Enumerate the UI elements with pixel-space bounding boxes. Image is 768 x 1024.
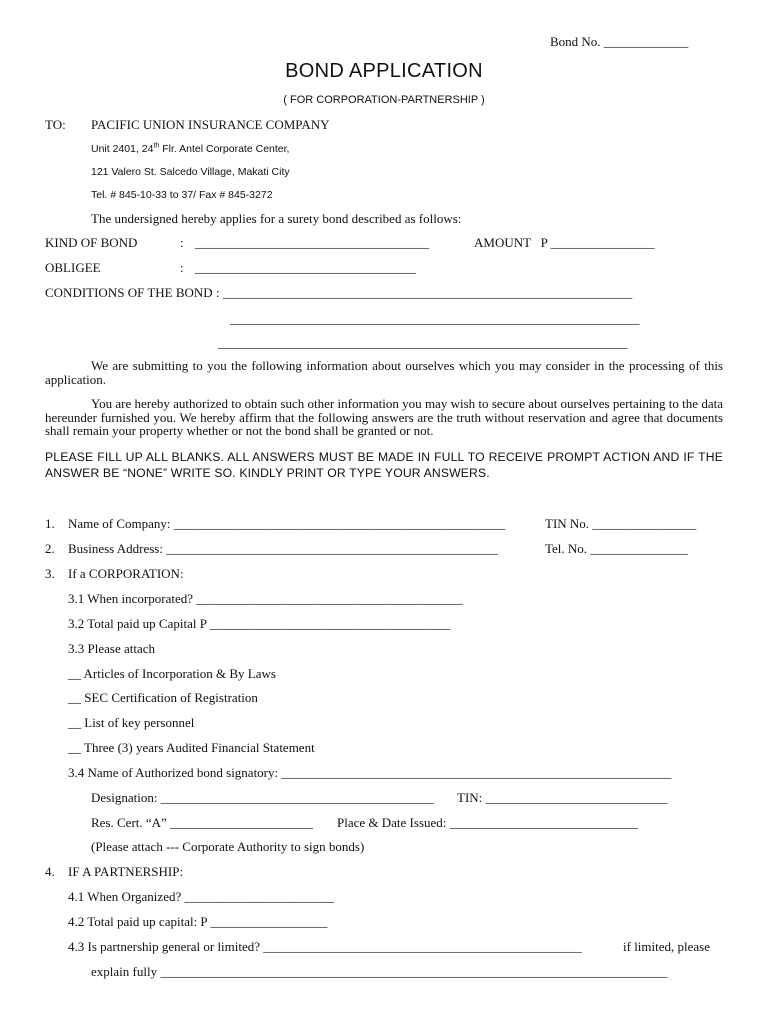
partnership-type-field[interactable]: 4.3 Is partnership general or limited? _________________________________________________ <box>68 939 582 954</box>
attachment-sec-checkbox[interactable]: __ SEC Certification of Registration <box>68 690 258 705</box>
conditions-line-2[interactable]: _______________________________________________________________ <box>230 311 640 326</box>
paragraph-authorization: You are hereby authorized to obtain such other information you may wish to secure about ourselves pertaining to the data hereunder furnished you. We hereby affirm that the following answers are the truth without reservation and agree that documents shall remain your property whether or not the bond shall be granted or not. <box>45 396 723 438</box>
attachment-articles-checkbox[interactable]: __ Articles of Incorporation & By Laws <box>68 666 276 681</box>
when-incorporated-field[interactable]: 3.1 When incorporated? _________________________________________ <box>68 591 463 606</box>
company-name-field[interactable]: Name of Company: ___________________________________________________ <box>68 516 506 531</box>
partnership-capital-field[interactable]: 4.2 Total paid up capital: P __________________ <box>68 914 328 929</box>
if-limited-text: if limited, please <box>623 939 711 954</box>
telephone-number-field[interactable]: Tel. No. _______________ <box>545 541 688 556</box>
amount-field[interactable]: AMOUNT P ________________ <box>474 235 655 250</box>
conditions-line-3[interactable]: _______________________________________________________________ <box>218 335 628 350</box>
designation-field[interactable]: Designation: __________________________________________ <box>91 790 434 805</box>
partnership-heading: IF A PARTNERSHIP: <box>68 864 184 879</box>
explain-fully-field[interactable]: explain fully ______________________________________________________________________________ <box>91 964 668 979</box>
kind-of-bond-label: KIND OF BOND <box>45 235 138 250</box>
form-title: BOND APPLICATION <box>285 60 483 82</box>
conditions-field[interactable]: CONDITIONS OF THE BOND : _______________________________________________________________ <box>45 285 633 300</box>
address-line-2: 121 Valero St. Salcedo Village, Makati City <box>91 166 290 178</box>
obligee-field[interactable]: __________________________________ <box>195 260 416 275</box>
res-cert-field[interactable]: Res. Cert. “A” ______________________ <box>91 815 314 830</box>
item-2-number: 2. <box>45 541 55 556</box>
item-4-number: 4. <box>45 864 55 879</box>
bond-number-field: Bond No. _____________ <box>550 34 689 49</box>
obligee-label: OBLIGEE <box>45 260 101 275</box>
item-1-number: 1. <box>45 516 55 531</box>
when-organized-field[interactable]: 4.1 When Organized? _______________________ <box>68 889 334 904</box>
obligee-colon: : <box>180 260 184 275</box>
telephone-fax: Tel. # 845-10-33 to 37/ Fax # 845-3272 <box>91 189 273 201</box>
company-name: PACIFIC UNION INSURANCE COMPANY <box>91 117 330 132</box>
place-date-issued-field[interactable]: Place & Date Issued: _____________________________ <box>337 815 639 830</box>
kind-of-bond-colon: : <box>180 235 184 250</box>
corporate-authority-note: (Please attach --- Corporate Authority to sign bonds) <box>91 839 365 854</box>
attachment-personnel-checkbox[interactable]: __ List of key personnel <box>68 715 195 730</box>
corporation-heading: If a CORPORATION: <box>68 566 184 581</box>
paragraph-submission: We are submitting to you the following information about ourselves which you may consider in the processing of this application. <box>45 358 723 387</box>
signatory-tin-field[interactable]: TIN: ____________________________ <box>457 790 668 805</box>
corporation-capital-field[interactable]: 3.2 Total paid up Capital P _____________________________________ <box>68 616 451 631</box>
tin-number-field[interactable]: TIN No. ________________ <box>545 516 697 531</box>
address-line-1: Unit 2401, 24th Flr. Antel Corporate Center, <box>91 142 290 155</box>
to-label: TO: <box>45 117 66 132</box>
fill-instructions-notice: PLEASE FILL UP ALL BLANKS. ALL ANSWERS MUST BE MADE IN FULL TO RECEIVE PROMPT ACTION AND IF THE ANSWER BE “NONE” WRITE SO. KINDLY PRINT OR TYPE YOUR ANSWERS. <box>45 450 723 480</box>
please-attach-heading: 3.3 Please attach <box>68 641 155 656</box>
attachment-financials-checkbox[interactable]: __ Three (3) years Audited Financial Statement <box>68 740 315 755</box>
item-3-number: 3. <box>45 566 55 581</box>
business-address-field[interactable]: Business Address: ___________________________________________________ <box>68 541 498 556</box>
bond-signatory-field[interactable]: 3.4 Name of Authorized bond signatory: ____________________________________________________________ <box>68 765 672 780</box>
intro-text: The undersigned hereby applies for a surety bond described as follows: <box>91 211 462 226</box>
kind-of-bond-field[interactable]: ____________________________________ <box>195 235 429 250</box>
form-subtitle: ( FOR CORPORATION-PARTNERSHIP ) <box>283 94 485 106</box>
